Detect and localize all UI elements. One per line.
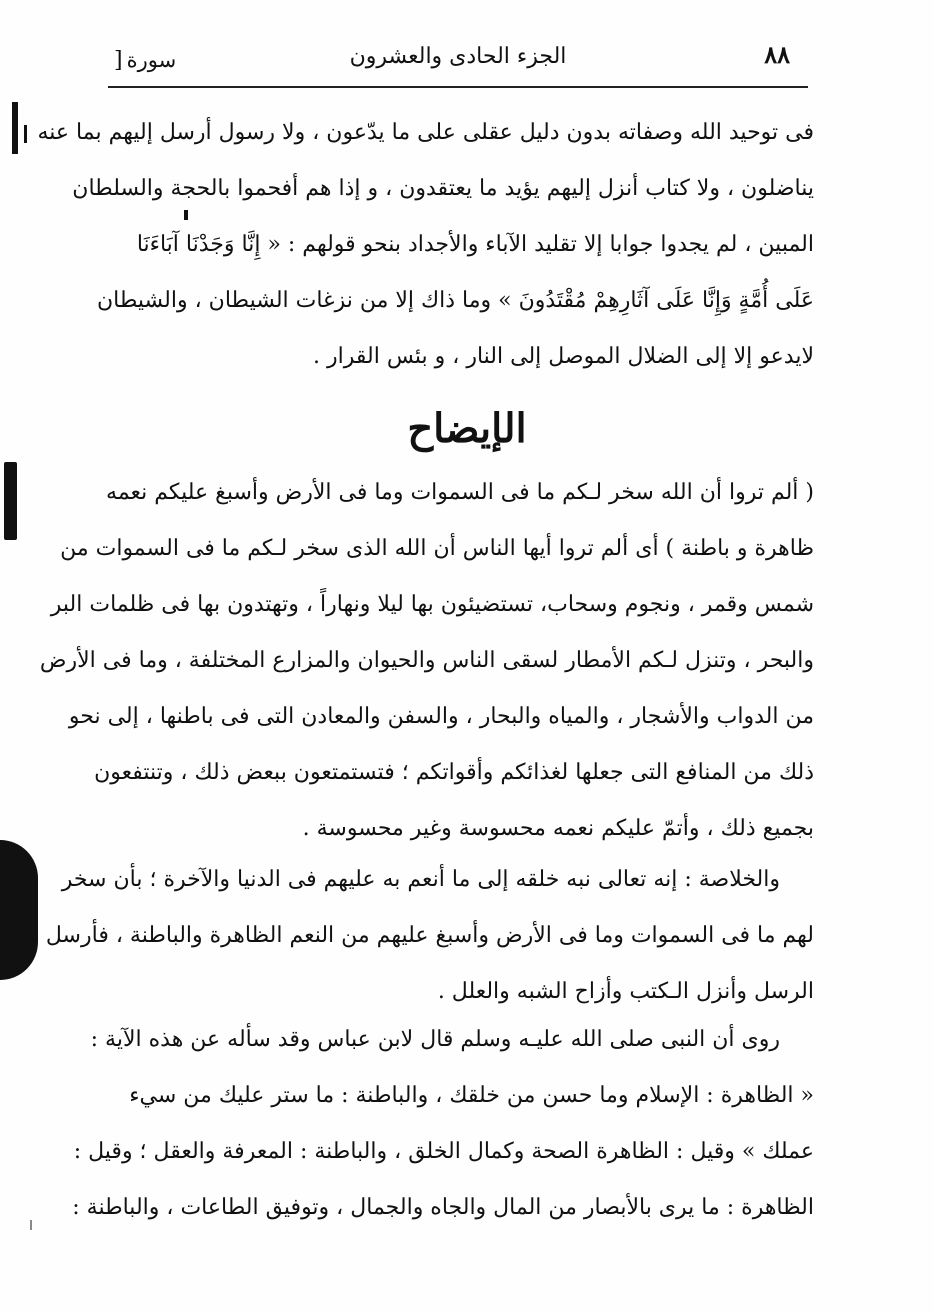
paragraph-1-line: فى توحيد الله وصفاته بدون دليل عقلى على ما يدّعون ، ولا رسول أرسل إليهم بما عنه — [37, 120, 814, 145]
paragraph-4-line: روى أن النبى صلى الله عليـه وسلم قال لابن عباس وقد سأله عن هذه الآية : — [90, 1027, 780, 1052]
running-title: الجزء الحادى والعشرون — [349, 44, 567, 69]
paragraph-3-line: والخلاصة : إنه تعالى نبه خلقه إلى ما أنعم به عليهم فى الدنيا والآخرة ؛ بأن سخر — [61, 867, 780, 892]
page-header — [108, 30, 808, 86]
paragraph-4-line: الظاهرة : ما يرى بالأبصار من المال والجاه والجمال ، وتوفيق الطاعات ، والباطنة : — [72, 1195, 814, 1220]
paragraph-1-line: المبين ، لم يجدوا جوابا إلا تقليد الآباء والأجداد بنحو قولهم : « إِنَّا وَجَدْنَا آبَاءَنَا — [136, 232, 814, 257]
surah-bracket: [ — [114, 48, 123, 73]
paragraph-4-line: عملك » وقيل : الظاهرة الصحة وكمال الخلق ، والباطنة : المعرفة والعقل ؛ وقيل : — [73, 1139, 814, 1164]
paragraph-4 — [72, 1012, 814, 1236]
paragraph-2-line: من الدواب والأشجار ، والمياه والبحار ، والسفن والمعادن التى فى باطنها ، إلى نحو — [68, 704, 814, 729]
section-heading: الإيضاح — [407, 405, 527, 452]
header-rule — [108, 86, 808, 88]
paragraph-2-line: والبحر ، وتنزل لـكم الأمطار لسقى الناس والحيوان والمزارع المختلفة ، وما فى الأرض — [39, 648, 814, 673]
scan-margin-mark — [24, 125, 27, 143]
paragraph-4-line: « الظاهرة : الإسلام وما حسن من خلقك ، والباطنة : ما ستر عليك من سيء — [129, 1083, 814, 1108]
paragraph-2-line: شمس وقمر ، ونجوم وسحاب، تستضيئون بها ليلا ونهاراً ، وتهتدون بها فى ظلمات البر — [50, 592, 814, 617]
scan-speck — [30, 1220, 32, 1230]
paragraph-1-line: عَلَى أُمَّةٍ وَإِنَّا عَلَى آثَارِهِمْ مُقْتَدُونَ » وما ذاك إلا من نزغات الشيطان ، والشيطان — [96, 288, 814, 313]
paragraph-3-line: الرسل وأنزل الـكتب وأزاح الشبه والعلل . — [437, 979, 814, 1004]
scan-margin-mark — [4, 462, 17, 540]
scan-speck — [184, 210, 188, 220]
paragraph-3-line: لهم ما فى السموات وما فى الأرض وأسبغ عليهم من النعم الظاهرة والباطنة ، فأرسل — [45, 923, 814, 948]
scan-binding-shadow — [0, 840, 38, 980]
surah-label-text: سورة — [126, 48, 177, 72]
paragraph-2 — [39, 465, 814, 857]
paragraph-2-line: بجميع ذلك ، وأتمّ عليكم نعمه محسوسة وغير محسوسة . — [302, 816, 814, 841]
paragraph-1 — [37, 105, 814, 385]
paragraph-3 — [45, 852, 814, 1020]
paragraph-2-line: ( ألم تروا أن الله سخر لـكم ما فى السموات وما فى الأرض وأسبغ عليكم نعمه — [106, 480, 814, 505]
paragraph-2-line: ظاهرة و باطنة ) أى ألم تروا أيها الناس أن الله الذى سخر لـكم ما فى السموات من — [60, 536, 814, 561]
paragraph-1-line: يناضلون ، ولا كتاب أنزل إليهم يؤيد ما يعتقدون ، و إذا هم أفحموا بالحجة والسلطان — [72, 176, 814, 201]
surah-label — [114, 48, 176, 73]
paragraph-1-line: لايدعو إلا إلى الضلال الموصل إلى النار ، و بئس القرار . — [313, 344, 814, 369]
paragraph-2-line: ذلك من المنافع التى جعلها لغذائكم وأقواتكم ؛ فتستمتعون ببعض ذلك ، وتنتفعون — [94, 760, 814, 785]
page-number: ٨٨ — [764, 40, 790, 69]
scan-margin-mark — [12, 102, 18, 154]
